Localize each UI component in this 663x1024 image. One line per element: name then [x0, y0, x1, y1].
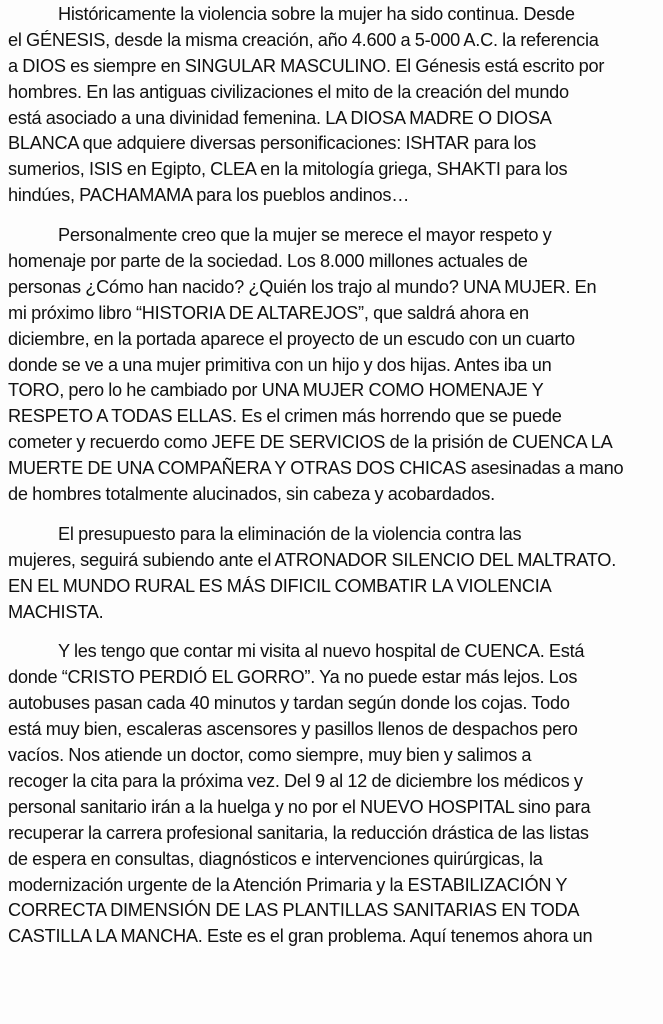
paragraph-gap	[8, 625, 658, 639]
paragraph-gap	[8, 209, 658, 223]
paragraph-2	[8, 223, 658, 508]
paragraph-line: CASTILLA LA MANCHA. Este es el gran problema. Aquí tenemos ahora un	[8, 926, 593, 947]
paragraph-line: recoger la cita para la próxima vez. Del 9 al 12 de diciembre los médicos y	[8, 770, 583, 791]
paragraph-line: el GÉNESIS, desde la misma creación, año 4.600 a 5-000 A.C. la referencia	[8, 29, 599, 50]
paragraph-line: mujeres, seguirá subiendo ante el ATRONADOR SILENCIO DEL MALTRATO.	[8, 549, 616, 570]
paragraph-line: cometer y recuerdo como JEFE DE SERVICIOS de la prisión de CUENCA LA	[8, 432, 613, 453]
paragraph-line: El presupuesto para la eliminación de la violencia contra las	[58, 523, 522, 544]
paragraph-line: donde se ve a una mujer primitiva con un hijo y dos hijas. Antes iba un	[8, 354, 552, 375]
paragraph-line: personal sanitario irán a la huelga y no por el NUEVO HOSPITAL sino para	[8, 796, 591, 817]
paragraph-gap	[8, 508, 658, 522]
paragraph-line: autobuses pasan cada 40 minutos y tardan según donde los cojas. Todo	[8, 693, 570, 714]
paragraph-line: homenaje por parte de la sociedad. Los 8.000 millones actuales de	[8, 251, 528, 272]
paragraph-line: hombres. En las antiguas civilizaciones el mito de la creación del mundo	[8, 81, 569, 102]
paragraph-line: de hombres totalmente alucinados, sin cabeza y acobardados.	[8, 484, 495, 505]
paragraph-line: RESPETO A TODAS ELLAS. Es el crimen más horrendo que se puede	[8, 406, 562, 427]
document-text	[8, 2, 658, 950]
paragraph-line: MACHISTA.	[8, 601, 104, 622]
paragraph-line: sumerios, ISIS en Egipto, CLEA en la mitología griega, SHAKTI para los	[8, 159, 568, 180]
paragraph-line: de espera en consultas, diagnósticos e intervenciones quirúrgicas, la	[8, 848, 543, 869]
paragraph-line: está muy bien, escaleras ascensores y pasillos llenos de despachos pero	[8, 719, 578, 740]
paragraph-line: hindúes, PACHAMAMA para los pueblos andinos…	[8, 185, 410, 206]
paragraph-line: BLANCA que adquiere diversas personificaciones: ISHTAR para los	[8, 133, 537, 154]
paragraph-3	[8, 522, 658, 626]
paragraph-1	[8, 2, 658, 209]
paragraph-line: está asociado a una divinidad femenina. LA DIOSA MADRE O DIOSA	[8, 107, 552, 128]
paragraph-line: vacíos. Nos atiende un doctor, como siempre, muy bien y salimos a	[8, 745, 532, 766]
paragraph-line: TORO, pero lo he cambiado por UNA MUJER COMO HOMENAJE Y	[8, 380, 544, 401]
paragraph-line: modernización urgente de la Atención Primaria y la ESTABILIZACIÓN Y	[8, 874, 568, 895]
paragraph-4	[8, 639, 658, 950]
paragraph-line: mi próximo libro “HISTORIA DE ALTAREJOS”, que saldrá ahora en	[8, 302, 529, 323]
paragraph-line: Históricamente la violencia sobre la mujer ha sido continua. Desde	[58, 4, 575, 24]
paragraph-line: recuperar la carrera profesional sanitaria, la reducción drástica de las listas	[8, 822, 589, 843]
paragraph-line: a DIOS es siempre en SINGULAR MASCULINO. El Génesis está escrito por	[8, 55, 605, 76]
paragraph-line: EN EL MUNDO RURAL ES MÁS DIFICIL COMBATIR LA VIOLENCIA	[8, 575, 552, 596]
paragraph-line: diciembre, en la portada aparece el proyecto de un escudo con un cuarto	[8, 328, 575, 349]
paragraph-line: Personalmente creo que la mujer se merece el mayor respeto y	[58, 225, 552, 246]
paragraph-line: MUERTE DE UNA COMPAÑERA Y OTRAS DOS CHICAS asesinadas a mano	[8, 458, 624, 479]
paragraph-line: CORRECTA DIMENSIÓN DE LAS PLANTILLAS SANITARIAS EN TODA	[8, 900, 580, 921]
paragraph-line: personas ¿Cómo han nacido? ¿Quién los trajo al mundo? UNA MUJER. En	[8, 276, 597, 297]
paragraph-line: Y les tengo que contar mi visita al nuevo hospital de CUENCA. Está	[58, 641, 585, 662]
paragraph-line: donde “CRISTO PERDIÓ EL GORRO”. Ya no puede estar más lejos. Los	[8, 667, 578, 688]
